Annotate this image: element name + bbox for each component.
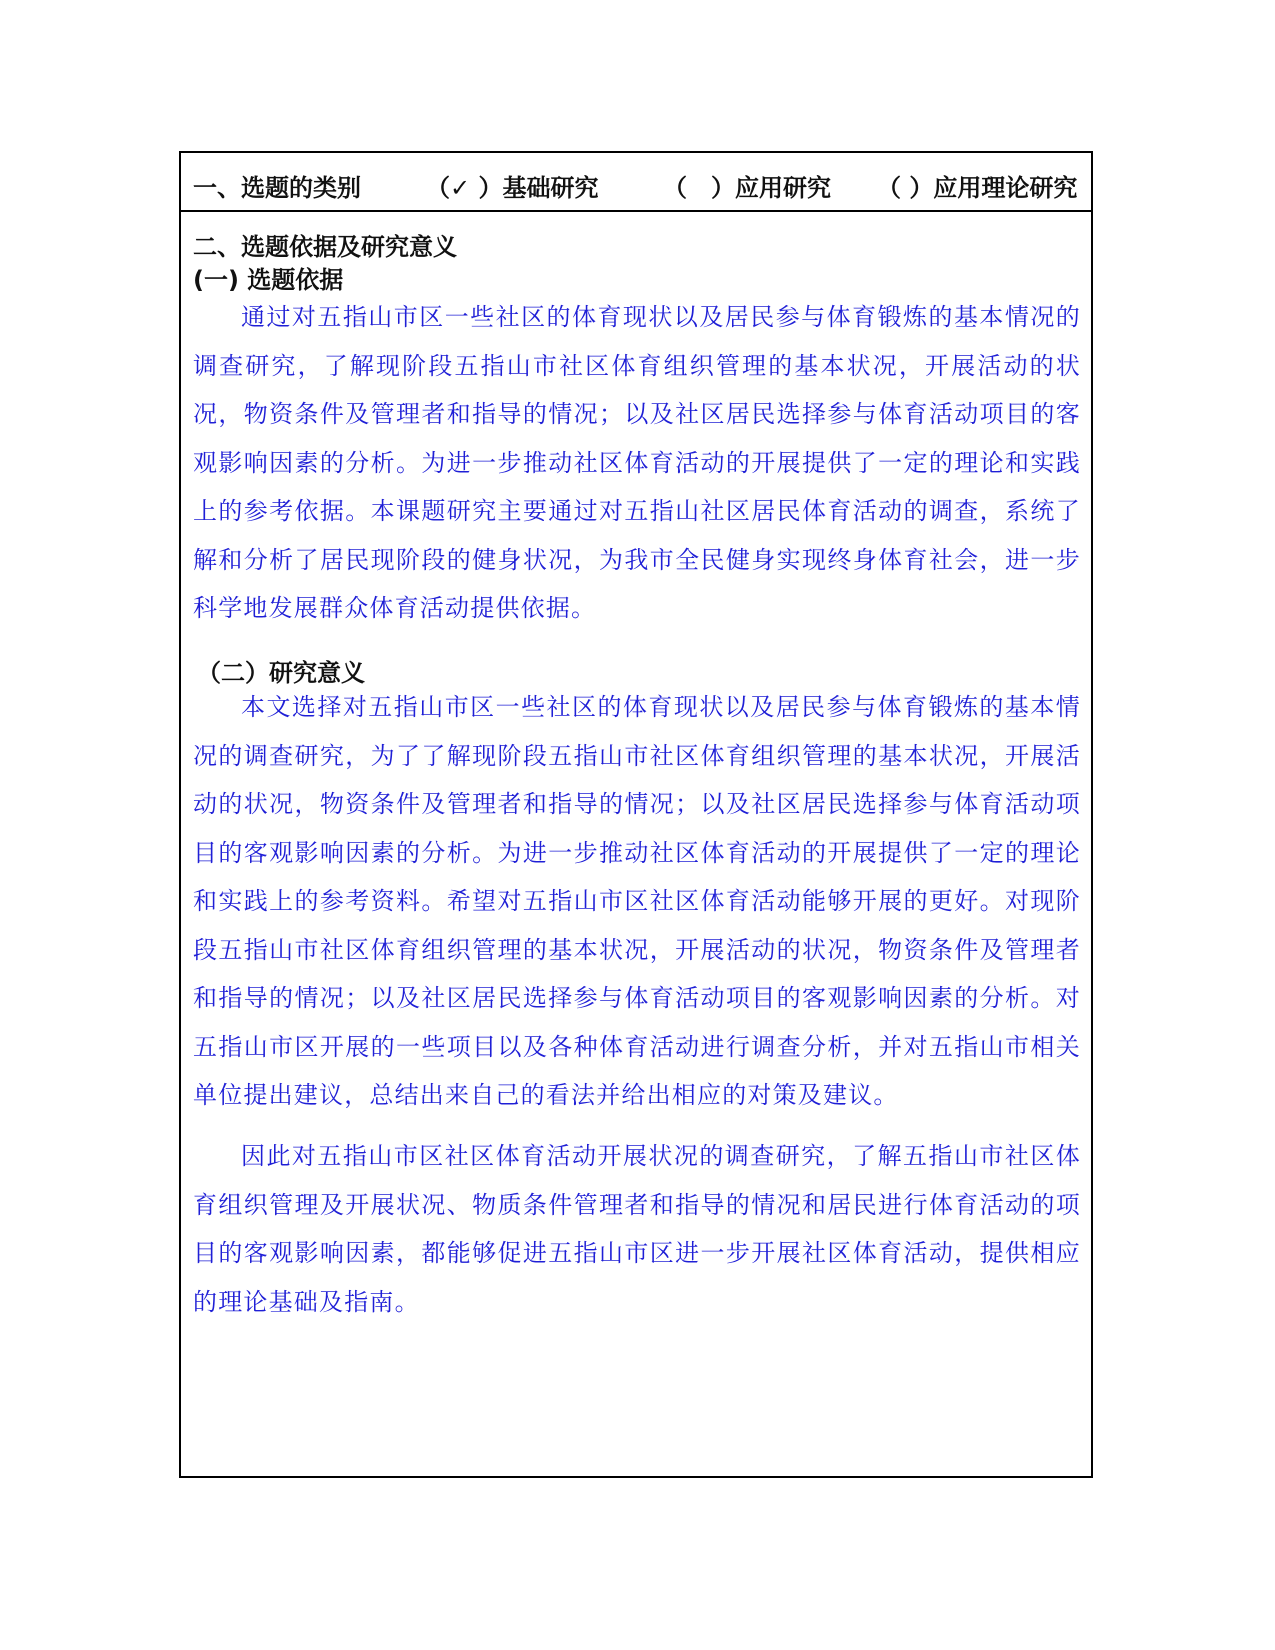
research-significance-paragraph-2: 因此对五指山市区社区体育活动开展状况的调查研究，了解五指山市社区体育组织管理及开展状况、物质条件管理者和指导的情况和居民进行体育活动的项目的客观影响因素，都能够促进五指山市区进一步开展社区体育活动，提供相应的理论基础及指南。 (193, 1142, 1081, 1316)
topic-basis-subheading: (一) 选题依据 (193, 266, 344, 294)
category-option-basic-research: （✓ ）基础研究 (426, 174, 599, 202)
research-significance-subheading: （二）研究意义 (197, 659, 365, 687)
proposal-form-table (179, 151, 1093, 1478)
topic-category-heading: 一、选题的类别 (193, 174, 361, 202)
category-option-applied-research: （ ）应用研究 (663, 174, 831, 202)
topic-category-row (181, 153, 1091, 212)
topic-basis-paragraph: 通过对五指山市区一些社区的体育现状以及居民参与体育锻炼的基本情况的调查研究，了解现阶段五指山市社区体育组织管理的基本状况，开展活动的状况，物资条件及管理者和指导的情况；以及社区居民选择参与体育活动项目的客观影响因素的分析。为进一步推动社区体育活动的开展提供了一定的理论和实践上的参考依据。本课题研究主要通过对五指山社区居民体育活动的调查，系统了解和分析了居民现阶段的健身状况，为我市全民健身实现终身体育社会，进一步科学地发展群众体育活动提供依据。 (193, 303, 1081, 622)
research-significance-paragraph-1: 本文选择对五指山市区一些社区的体育现状以及居民参与体育锻炼的基本情况的调查研究，为了了解现阶段五指山市社区体育组织管理的基本状况，开展活动的状况，物资条件及管理者和指导的情况；以及社区居民选择参与体育活动项目的客观影响因素的分析。为进一步推动社区体育活动的开展提供了一定的理论和实践上的参考资料。希望对五指山市区社区体育活动能够开展的更好。对现阶段五指山市社区体育组织管理的基本状况，开展活动的状况，物资条件及管理者和指导的情况；以及社区居民选择参与体育活动项目的客观影响因素的分析。对五指山市区开展的一些项目以及各种体育活动进行调查分析，并对五指山市相关单位提出建议，总结出来自己的看法并给出相应的对策及建议。 (193, 693, 1081, 1109)
topic-basis-section-heading: 二、选题依据及研究意义 (193, 233, 457, 261)
topic-basis-row (181, 212, 1091, 1476)
category-option-applied-theory-research: （ ）应用理论研究 (877, 174, 1078, 202)
